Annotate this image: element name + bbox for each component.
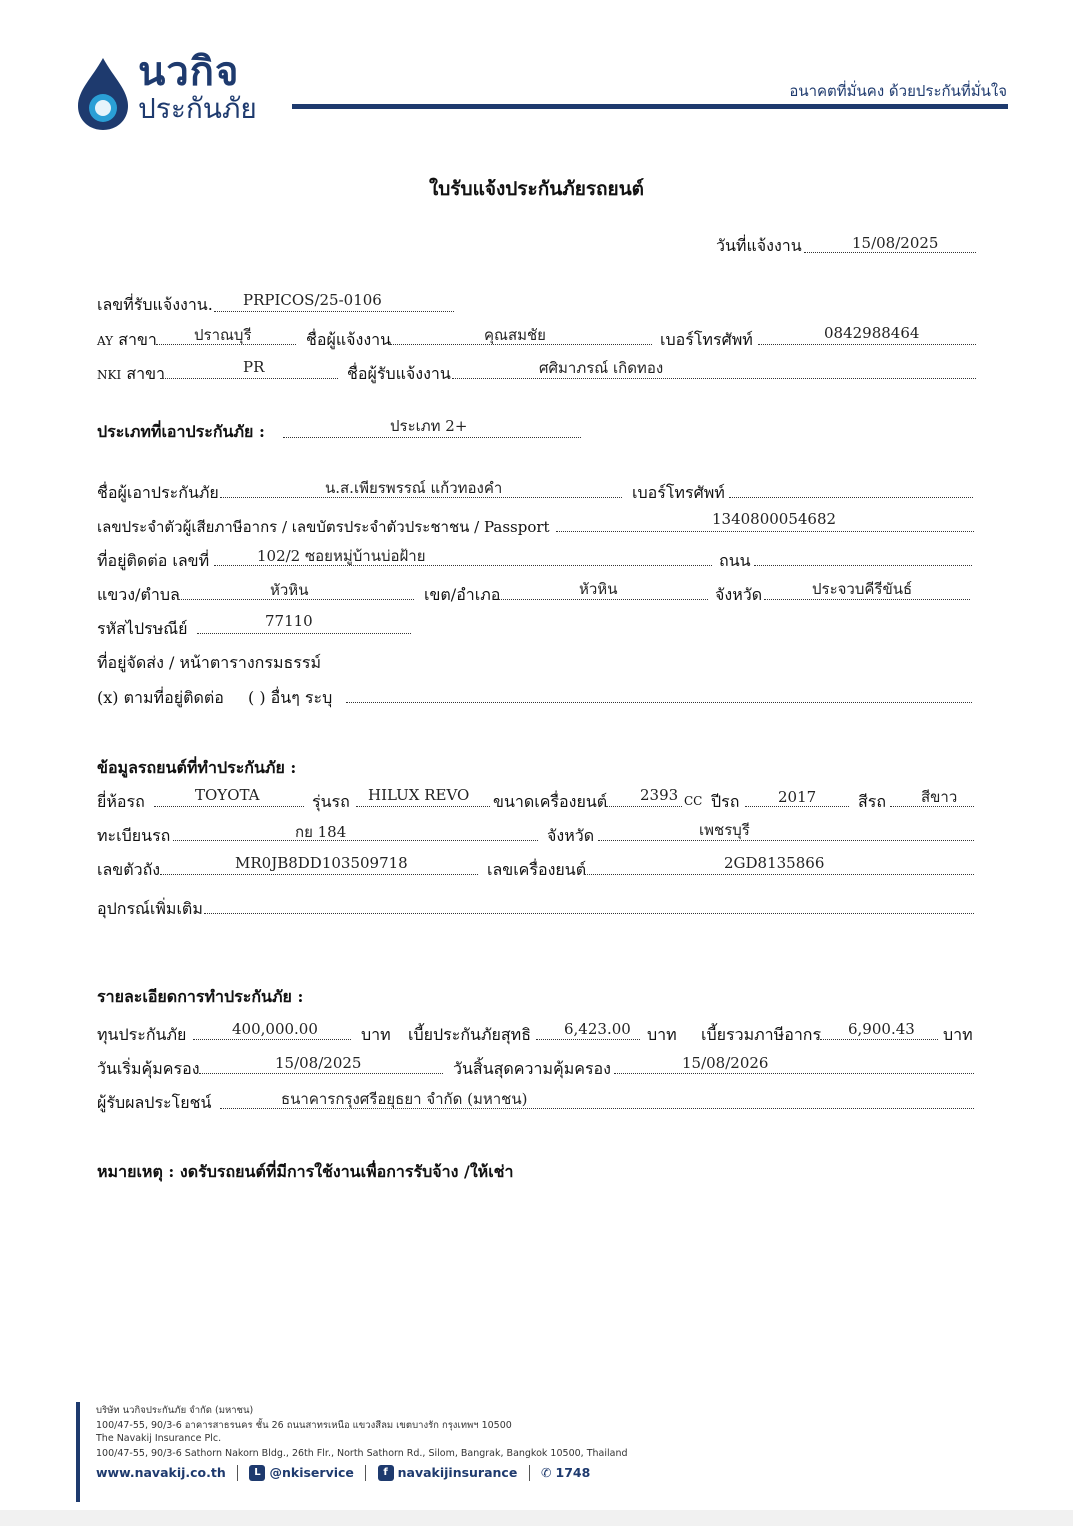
plate-province-label: จังหวัด bbox=[547, 826, 595, 845]
note: หมายเหตุ : งดรับรถยนต์ที่มีการใช้งานเพื่อการรับจ้าง /ให้เช่า bbox=[97, 1162, 514, 1181]
total-premium-baht: บาท bbox=[943, 1025, 973, 1044]
insured-id-label: เลขประจำตัวผู้เสียภาษีอากร / เลขบัตรประจำตัวประชาชน / Passport bbox=[97, 518, 550, 536]
nki-branch-line bbox=[160, 378, 338, 379]
report-date-line bbox=[804, 252, 976, 253]
nki-receiver-value: ศศิมาภรณ์ เกิดทอง bbox=[539, 359, 664, 377]
chassis-label: เลขตัวถัง bbox=[97, 860, 161, 879]
footer-address-en: 100/47-55, 90/3-6 Sathorn Nakorn Bldg., 26th Flr., North Sathorn Rd., Silom, Bangrak, Bangkok 10500, Thailand bbox=[96, 1448, 628, 1459]
ay-branch-value: ปราณบุรี bbox=[194, 326, 252, 344]
chassis-value: MR0JB8DD103509718 bbox=[235, 854, 408, 872]
brand-value: TOYOTA bbox=[195, 786, 260, 804]
road-label: ถนน bbox=[719, 551, 751, 570]
bottom-strip bbox=[0, 1510, 1073, 1526]
header-rule bbox=[292, 104, 1008, 109]
year-value: 2017 bbox=[778, 788, 817, 806]
ay-prefix: AY bbox=[97, 334, 114, 348]
footer-bar bbox=[76, 1402, 80, 1502]
brand-line bbox=[154, 806, 304, 807]
delivery-other-line bbox=[346, 702, 972, 703]
plate-value: กย 184 bbox=[295, 823, 347, 841]
district-value: หัวหิน bbox=[579, 580, 618, 598]
receipt-no-value: PRPICOS/25-0106 bbox=[243, 291, 382, 309]
insured-phone-label: เบอร์โทรศัพท์ bbox=[632, 483, 725, 502]
engine-size-line bbox=[606, 806, 682, 807]
document-title: ใบรับแจ้งประกันภัยรถยนต์ bbox=[428, 178, 645, 200]
postcode-line bbox=[197, 633, 411, 634]
net-premium-label: เบี้ยประกันภัยสุทธิ bbox=[408, 1025, 531, 1044]
subdistrict-label: แขวง/ตำบล bbox=[97, 585, 180, 604]
sum-insured-value: 400,000.00 bbox=[232, 1020, 318, 1038]
ay-phone-value: 0842988464 bbox=[824, 324, 920, 342]
phone-icon: ✆ bbox=[541, 1465, 552, 1480]
accessories-line bbox=[204, 913, 974, 914]
color-value: สีขาว bbox=[921, 788, 958, 806]
start-date-line bbox=[199, 1073, 443, 1074]
road-line bbox=[754, 565, 972, 566]
insured-phone-line bbox=[729, 497, 973, 498]
insured-id-value: 1340800054682 bbox=[712, 510, 837, 528]
insurance-type-label: ประเภทที่เอาประกันภัย : bbox=[97, 422, 265, 441]
nki-branch-label: สาขา bbox=[126, 364, 165, 383]
footer-hotline[interactable]: 1748 bbox=[555, 1465, 591, 1480]
insured-name-value: น.ส.เพียรพรรณ์ แก้วทองคำ bbox=[325, 479, 503, 497]
facebook-icon: f bbox=[378, 1465, 394, 1481]
chassis-line bbox=[160, 874, 478, 875]
model-line bbox=[356, 806, 490, 807]
end-date-label: วันสิ้นสุดความคุ้มครอง bbox=[453, 1059, 611, 1078]
report-date-value: 15/08/2025 bbox=[852, 234, 939, 252]
nki-branch-value: PR bbox=[243, 358, 265, 376]
start-date-label: วันเริ่มคุ้มครอง bbox=[97, 1059, 200, 1078]
engine-size-value: 2393 bbox=[640, 786, 679, 804]
engine-no-value: 2GD8135866 bbox=[724, 854, 825, 872]
sum-insured-line bbox=[193, 1039, 351, 1040]
address-value: 102/2 ซอยหมู่บ้านบ่อฝ้าย bbox=[257, 547, 426, 565]
ay-reporter-label: ชื่อผู้แจ้งงาน bbox=[306, 330, 392, 349]
footer-facebook[interactable]: navakijinsurance bbox=[397, 1465, 518, 1480]
ay-phone-line bbox=[758, 344, 976, 345]
province-value: ประจวบคีรีขันธ์ bbox=[812, 580, 913, 598]
footer-website[interactable]: www.navakij.co.th bbox=[96, 1465, 226, 1480]
delivery-opt2-label: อื่นๆ ระบุ bbox=[270, 688, 333, 707]
insurance-type-value: ประเภท 2+ bbox=[390, 417, 468, 435]
postcode-label: รหัสไปรษณีย์ bbox=[97, 619, 188, 638]
receipt-no-line bbox=[214, 311, 454, 312]
model-value: HILUX REVO bbox=[368, 786, 470, 804]
end-date-value: 15/08/2026 bbox=[682, 1054, 769, 1072]
beneficiary-value: ธนาคารกรุงศรีอยุธยา จำกัด (มหาชน) bbox=[281, 1090, 528, 1108]
footer-contacts bbox=[96, 1464, 590, 1481]
delivery-opt1-label: ตามที่อยู่ติดต่อ bbox=[123, 688, 224, 707]
net-premium-line bbox=[536, 1039, 640, 1040]
footer-line[interactable]: @nkiservice bbox=[269, 1465, 354, 1480]
plate-label: ทะเบียนรถ bbox=[97, 826, 171, 845]
cc-label: CC bbox=[684, 794, 703, 808]
vehicle-section-title: ข้อมูลรถยนต์ที่ทำประกันภัย : bbox=[97, 758, 297, 777]
line-icon: L bbox=[249, 1465, 265, 1481]
net-premium-baht: บาท bbox=[647, 1025, 677, 1044]
ay-reporter-value: คุณสมชัย bbox=[484, 326, 546, 344]
plate-province-value: เพชรบุรี bbox=[699, 821, 750, 839]
company-logo bbox=[74, 50, 274, 134]
total-premium-line bbox=[820, 1039, 938, 1040]
postcode-value: 77110 bbox=[265, 612, 313, 630]
total-premium-value: 6,900.43 bbox=[848, 1020, 915, 1038]
nki-receiver-line bbox=[452, 378, 976, 379]
ay-branch-label: สาขา bbox=[118, 330, 157, 349]
address-label: ที่อยู่ติดต่อ เลขที่ bbox=[97, 551, 210, 570]
report-date-label: วันที่แจ้งงาน bbox=[716, 236, 802, 255]
delivery-opt1-checkbox[interactable]: (x) bbox=[97, 688, 119, 707]
accessories-label: อุปกรณ์เพิ่มเติม bbox=[97, 899, 203, 918]
ay-phone-label: เบอร์โทรศัพท์ bbox=[660, 330, 753, 349]
engine-size-label: ขนาดเครื่องยนต์ bbox=[493, 792, 608, 811]
sum-insured-label: ทุนประกันภัย bbox=[97, 1025, 187, 1044]
year-label: ปีรถ bbox=[711, 792, 740, 811]
subdistrict-value: หัวหิน bbox=[270, 581, 309, 599]
nki-prefix: NKI bbox=[97, 368, 122, 382]
footer-company-th: บริษัท นวกิจประกันภัย จำกัด (มหาชน) bbox=[96, 1405, 254, 1416]
logo-name: นวกิจ bbox=[138, 49, 240, 95]
footer-company-en: The Navakij Insurance Plc. bbox=[96, 1433, 222, 1444]
plate-line bbox=[173, 840, 538, 841]
nki-receiver-label: ชื่อผู้รับแจ้งงาน bbox=[347, 364, 451, 383]
insured-id-line bbox=[556, 531, 974, 532]
district-label: เขต/อำเภอ bbox=[424, 585, 501, 604]
sum-insured-baht: บาท bbox=[361, 1025, 391, 1044]
delivery-opt2-checkbox[interactable]: ( ) bbox=[248, 688, 266, 707]
delivery-label: ที่อยู่จัดส่ง / หน้าตารางกรมธรรม์ bbox=[97, 653, 321, 672]
province-label: จังหวัด bbox=[715, 585, 763, 604]
beneficiary-label: ผู้รับผลประโยชน์ bbox=[97, 1093, 212, 1112]
slogan: อนาคตที่มั่นคง ด้วยประกันที่มั่นใจ bbox=[789, 82, 1007, 100]
color-label: สีรถ bbox=[858, 792, 887, 811]
engine-no-label: เลขเครื่องยนต์ bbox=[487, 860, 587, 879]
insured-name-label: ชื่อผู้เอาประกันภัย bbox=[97, 483, 219, 502]
year-line bbox=[745, 806, 849, 807]
plate-province-line bbox=[598, 840, 974, 841]
logo-drop-icon bbox=[74, 56, 132, 132]
model-label: รุ่นรถ bbox=[312, 792, 350, 811]
end-date-line bbox=[614, 1073, 974, 1074]
coverage-section-title: รายละเอียดการทำประกันภัย : bbox=[97, 987, 304, 1006]
start-date-value: 15/08/2025 bbox=[275, 1054, 362, 1072]
total-premium-label: เบี้ยรวมภาษีอากร bbox=[701, 1025, 822, 1044]
net-premium-value: 6,423.00 bbox=[564, 1020, 631, 1038]
brand-label: ยี่ห้อรถ bbox=[97, 792, 145, 811]
logo-subtitle: ประกันภัย bbox=[138, 92, 257, 125]
footer-address-th: 100/47-55, 90/3-6 อาคารสาธรนคร ชั้น 26 ถนนสาทรเหนือ แขวงสีลม เขตบางรัก กรุงเทพฯ 10500 bbox=[96, 1420, 512, 1431]
engine-no-line bbox=[584, 874, 974, 875]
receipt-no-label: เลขที่รับแจ้งงาน. bbox=[97, 295, 213, 314]
